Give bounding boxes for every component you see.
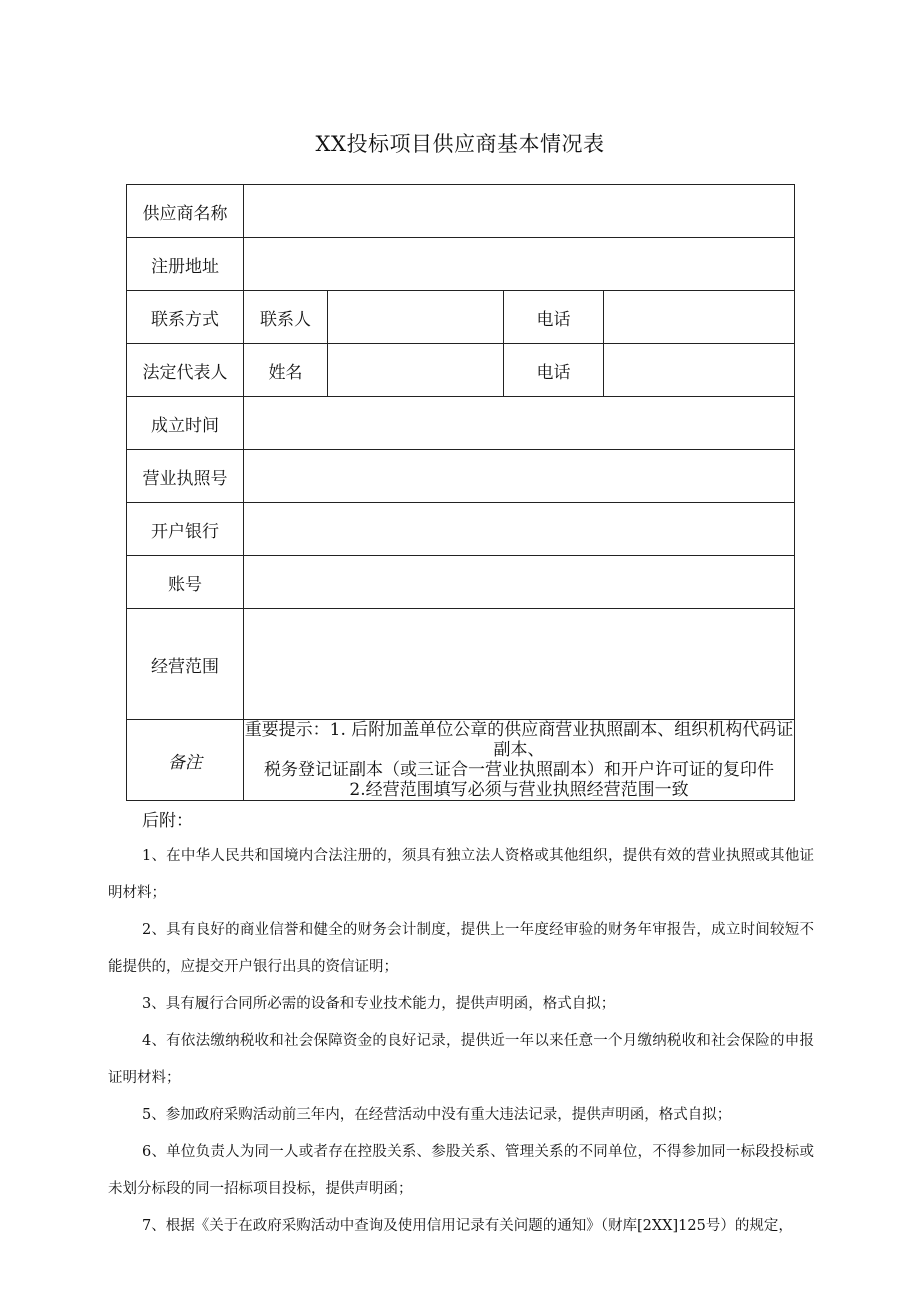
account-field[interactable] — [244, 556, 795, 609]
appendix-item-4: 4、有依法缴纳税收和社会保障资金的良好记录，提供近一年以来任意一个月缴纳税收和社会保险的申报证明材料； — [108, 1033, 814, 1086]
appendix-heading: 后附： — [142, 811, 193, 831]
contact-person-label: 联系人 — [244, 291, 328, 344]
supplier-name-label: 供应商名称 — [127, 185, 244, 238]
appendix-item-5: 5、参加政府采购活动前三年内，在经营活动中没有重大违法记录，提供声明函，格式自拟； — [142, 1107, 732, 1123]
appendix-item-2: 2、具有良好的商业信誉和健全的财务会计制度，提供上一年度经审验的财务年审报告，成立时间较短不能提供的，应提交开户银行出具的资信证明； — [108, 922, 814, 975]
business-scope-field[interactable] — [244, 609, 795, 720]
license-no-field[interactable] — [244, 450, 795, 503]
legal-rep-name-field[interactable] — [328, 344, 504, 397]
contact-label: 联系方式 — [127, 291, 244, 344]
legal-rep-name-label: 姓名 — [244, 344, 328, 397]
page-title: XX投标项目供应商基本情况表 — [315, 132, 605, 156]
appendix-section — [108, 804, 814, 1245]
business-scope-label: 经营范围 — [127, 609, 244, 720]
remark-line-2: 税务登记证副本（或三证合一营业执照副本）和开户许可证的复印件 — [264, 760, 774, 780]
supplier-name-field[interactable] — [244, 185, 795, 238]
appendix-item-7: 7、根据《关于在政府采购活动中查询及使用信用记录有关问题的通知》（财库[2XX]125号）的规定， — [142, 1218, 793, 1234]
remark-content — [244, 720, 795, 801]
appendix-item-6: 6、单位负责人为同一人或者存在控股关系、参股关系、管理关系的不同单位，不得参加同一标段投标或未划分标段的同一招标项目投标，提供声明函； — [108, 1144, 814, 1197]
remark-label: 备注 — [127, 720, 244, 801]
bank-field[interactable] — [244, 503, 795, 556]
established-label: 成立时间 — [127, 397, 244, 450]
legal-rep-phone-label: 电话 — [504, 344, 604, 397]
contact-person-field[interactable] — [328, 291, 504, 344]
supplier-info-table — [126, 184, 795, 801]
appendix-item-3: 3、具有履行合同所必需的设备和专业技术能力，提供声明函，格式自拟； — [142, 996, 616, 1012]
address-field[interactable] — [244, 238, 795, 291]
legal-rep-label: 法定代表人 — [127, 344, 244, 397]
bank-label: 开户银行 — [127, 503, 244, 556]
license-no-label: 营业执照号 — [127, 450, 244, 503]
contact-phone-label: 电话 — [504, 291, 604, 344]
appendix-item-1: 1、在中华人民共和国境内合法注册的，须具有独立法人资格或其他组织，提供有效的营业执照或其他证明材料； — [108, 848, 814, 901]
legal-rep-phone-field[interactable] — [604, 344, 795, 397]
remark-line-3: 2.经营范围填写必须与营业执照经营范围一致 — [349, 780, 689, 800]
established-field[interactable] — [244, 397, 795, 450]
account-label: 账号 — [127, 556, 244, 609]
remark-line-1: 重要提示：1. 后附加盖单位公章的供应商营业执照副本、组织机构代码证副本、 — [244, 720, 794, 760]
address-label: 注册地址 — [127, 238, 244, 291]
contact-phone-field[interactable] — [604, 291, 795, 344]
